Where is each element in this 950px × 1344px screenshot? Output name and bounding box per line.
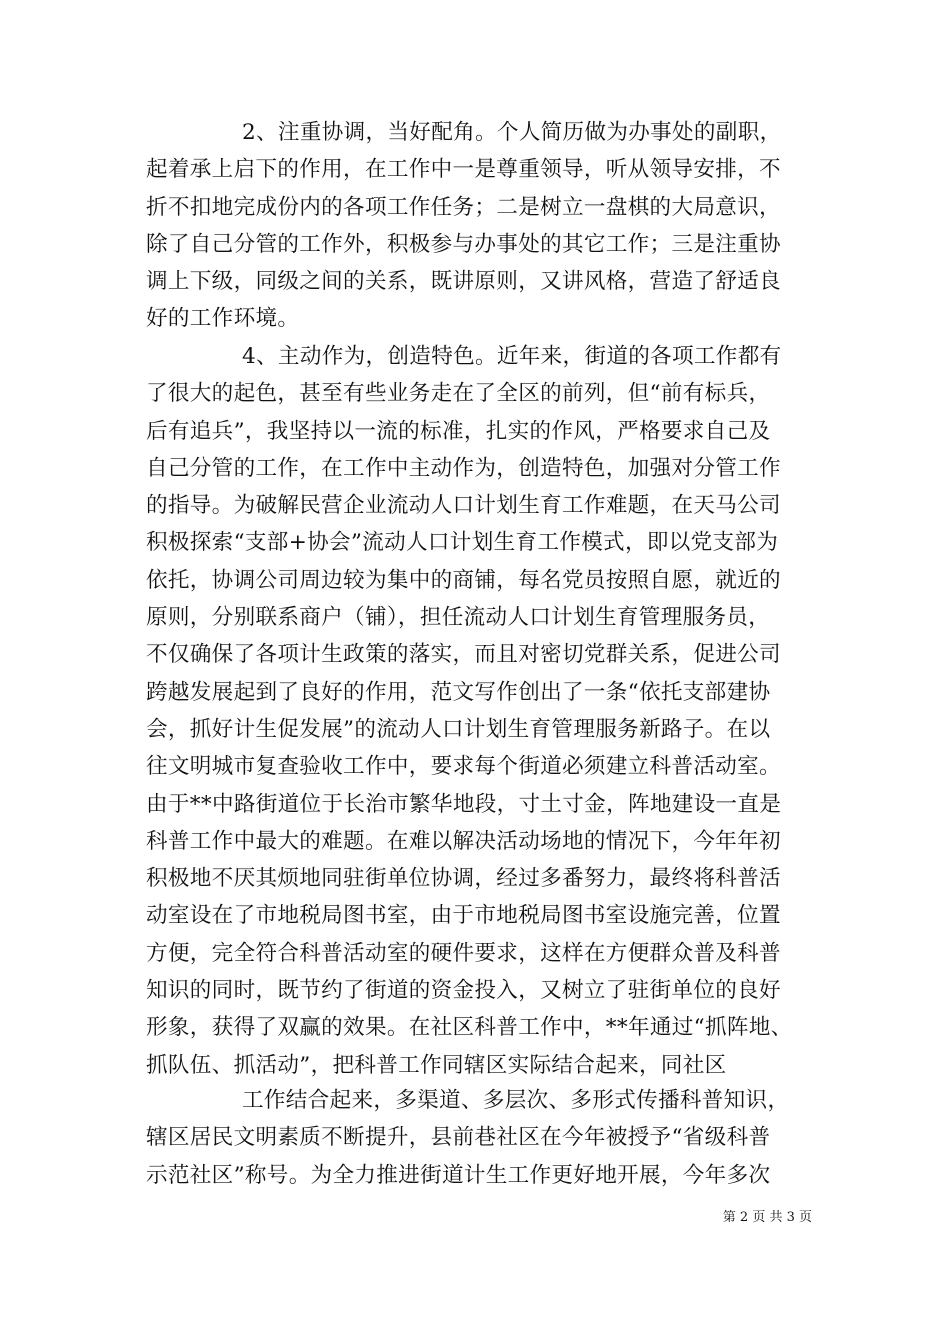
paragraph-line: 跨越发展起到了良好的作用，范文写作创出了一条“依托支部建协 <box>146 679 771 705</box>
paragraph-line: 示范社区”称号。为全力推进街道计生工作更好地开展，今年多次 <box>146 1162 771 1188</box>
paragraph-line: 起着承上启下的作用，在工作中一是尊重领导，听从领导安排，不 <box>146 157 781 183</box>
paragraph-line: 抓队伍、抓活动”，把科普工作同辖区实际结合起来，同社区 <box>146 1052 727 1078</box>
paragraph-line: 会，抓好计生促发展”的流动人口计划生育管理服务新路子。在以 <box>146 716 771 742</box>
paragraph-line: 依托，协调公司周边较为集中的商铺，每名党员按照自愿，就近的 <box>146 567 781 593</box>
paragraph-line: 积极探索“支部+协会”流动人口计划生育工作模式，即以党支部为 <box>146 530 779 556</box>
paragraph-line: 方便，完全符合科普活动室的硬件要求，这样在方便群众普及科普 <box>146 940 781 966</box>
paragraph-line: 知识的同时，既节约了街道的资金投入，又树立了驻街单位的良好 <box>146 978 781 1004</box>
paragraph-line: 4、主动作为，创造特色。近年来，街道的各项工作都有 <box>242 344 782 369</box>
paragraph-line: 调上下级，同级之间的关系，既讲原则，又讲风格，营造了舒适良 <box>146 269 781 295</box>
paragraph-line: 形象，获得了双赢的效果。在社区科普工作中，**年通过“抓阵地、 <box>146 1015 793 1041</box>
paragraph-line: 除了自己分管的工作外，积极参与办事处的其它工作；三是注重协 <box>146 231 781 257</box>
paragraph-line: 工作结合起来，多渠道、多层次、多形式传播科普知识， <box>242 1088 790 1113</box>
paragraph-line: 自己分管的工作，在工作中主动作为，创造特色，加强对分管工作 <box>146 455 781 481</box>
paragraph-line: 动室设在了市地税局图书室，由于市地税局图书室设施完善，位置 <box>146 903 781 929</box>
paragraph-line: 了很大的起色，甚至有些业务走在了全区的前列，但“前有标兵， <box>146 381 771 407</box>
paragraph-line: 不仅确保了各项计生政策的落实，而且对密切党群关系，促进公司 <box>146 642 781 668</box>
paragraph-line: 折不扣地完成份内的各项工作任务；二是树立一盘棋的大局意识， <box>146 194 781 220</box>
page-number: 第 2 页 共 3 页 <box>722 1210 812 1225</box>
paragraph-continuation <box>146 1082 810 1194</box>
paragraph-line: 科普工作中最大的难题。在难以解决活动场地的情况下，今年年初 <box>146 828 781 854</box>
paragraph-line: 好的工作环境。 <box>146 306 300 332</box>
paragraph-line: 积极地不厌其烦地同驻街单位协调，经过多番努力，最终将科普活 <box>146 866 781 892</box>
paragraph-initiative <box>146 338 810 1084</box>
paragraph-line: 后有追兵”，我坚持以一流的标准，扎实的作风，严格要求自己及 <box>146 418 771 444</box>
paragraph-line: 2、注重协调，当好配角。个人简历做为办事处的副职， <box>242 120 782 145</box>
paragraph-line: 的指导。为破解民营企业流动人口计划生育工作难题，在天马公司 <box>146 493 781 519</box>
paragraph-line: 往文明城市复查验收工作中，要求每个街道必须建立科普活动室。 <box>146 754 781 780</box>
paragraph-coordination <box>146 114 810 338</box>
paragraph-line: 辖区居民文明素质不断提升，县前巷社区在今年被授予“省级科普 <box>146 1125 771 1151</box>
paragraph-line: 由于**中路街道位于长治市繁华地段，寸土寸金，阵地建设一直是 <box>146 791 782 817</box>
paragraph-line: 原则，分别联系商户（铺），担任流动人口计划生育管理服务员， <box>146 605 771 631</box>
